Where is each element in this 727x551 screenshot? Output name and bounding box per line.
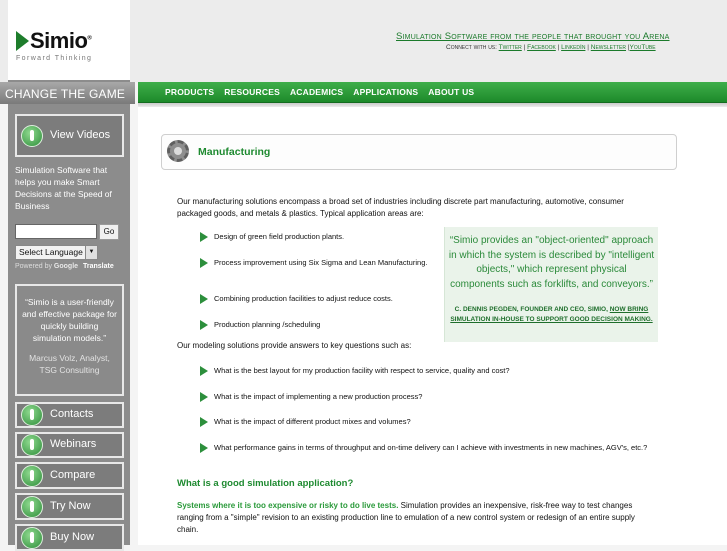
application-area-item: Production planning /scheduling xyxy=(214,319,434,330)
header-links xyxy=(396,31,670,51)
language-select-value: Select Language xyxy=(19,247,83,257)
callout-attribution xyxy=(448,305,655,325)
systems-lead: Systems where it is too expensive or risky to do live tests. xyxy=(177,501,399,510)
question-item: What is the impact of different product mixes and volumes? xyxy=(214,416,654,427)
contacts-icon xyxy=(21,404,43,426)
logo-tagline: Forward Thinking xyxy=(16,55,93,62)
buy-now-icon xyxy=(21,527,43,549)
chevron-down-icon: ▼ xyxy=(85,246,97,259)
application-area-item: Process improvement using Six Sigma and Lean Manufacturing. xyxy=(214,257,434,268)
powered-by-label: Powered by xyxy=(15,263,52,270)
try-now-label: Try Now xyxy=(50,499,91,512)
main-nav xyxy=(138,82,727,103)
compare-icon xyxy=(21,465,43,487)
play-icon xyxy=(21,125,43,147)
linkedin-link[interactable]: LinkedIn xyxy=(561,44,586,51)
go-button[interactable]: Go xyxy=(99,224,119,240)
view-videos-label: View Videos xyxy=(50,128,111,141)
try-now-icon xyxy=(21,496,43,518)
tagline-link[interactable]: Simulation Software from the people that brought you Arena xyxy=(396,31,670,42)
logo-arrow-icon xyxy=(16,31,29,51)
twitter-link[interactable]: Twitter xyxy=(498,44,522,51)
intro-paragraph: Our manufacturing solutions encompass a broad set of industries including discrete part manufacturing, automotive, consumer packaged goods, and metals & plastics. Typical application areas are: xyxy=(177,197,624,218)
newsletter-link[interactable]: Newsletter xyxy=(590,44,627,51)
nav-about-us[interactable]: ABOUT US xyxy=(428,87,475,97)
question-item: What is the impact of implementing a new production process? xyxy=(214,391,654,402)
question-item: What performance gains in terms of throughput and on-time delivery can I achieve with investments in new machines, AGV's, etc.? xyxy=(214,442,654,453)
youtube-link[interactable]: YouTube xyxy=(629,44,656,51)
nav-academics[interactable]: ACADEMICS xyxy=(289,87,344,97)
compare-label: Compare xyxy=(50,468,96,481)
language-select[interactable] xyxy=(15,245,98,260)
callout-author: C. DENNIS PEGDEN, FOUNDER AND CEO, SIMIO, xyxy=(454,306,608,313)
webinars-icon xyxy=(21,434,43,456)
testimonial-box xyxy=(15,284,124,396)
good-application-heading: What is a good simulation application? xyxy=(177,478,354,489)
buy-now-button[interactable] xyxy=(15,524,124,551)
systems-paragraph xyxy=(177,500,657,536)
modeling-intro: Our modeling solutions provide answers to key questions such as: xyxy=(177,341,412,350)
webinars-label: Webinars xyxy=(50,438,97,450)
application-area-item: Combining production facilities to adjust reduce costs. xyxy=(214,293,434,304)
connect-label: Connect with us: xyxy=(446,44,497,51)
change-the-game-banner: CHANGE THE GAME xyxy=(0,82,135,104)
application-area-item: Design of green field production plants. xyxy=(214,231,434,242)
testimonial-quote: “Simio is a user-friendly and effective package for quickly building simulation models.” xyxy=(22,297,117,343)
search-input[interactable] xyxy=(15,224,97,239)
buy-now-label: Buy Now xyxy=(50,530,95,543)
testimonial-attribution: Marcus Volz, Analyst, TSG Consulting xyxy=(29,353,110,375)
nav-products[interactable]: PRODUCTS xyxy=(165,87,215,97)
logo-name: Simio® xyxy=(30,28,92,53)
translate-link[interactable]: Translate xyxy=(83,263,114,270)
facebook-link[interactable]: Facebook xyxy=(527,44,556,51)
quote-callout xyxy=(444,227,658,342)
page-title: Manufacturing xyxy=(198,146,271,158)
site-logo[interactable] xyxy=(8,0,130,80)
try-now-button[interactable] xyxy=(15,493,124,520)
compare-button[interactable] xyxy=(15,462,124,489)
gear-icon xyxy=(167,140,189,162)
powered-by-google xyxy=(15,263,114,270)
callout-quote: “Simio provides an "object-oriented" approach in which the system is described by "intelligent objects," which represent physical components such as forklifts, and conveyors.” xyxy=(448,235,655,290)
systems-body: Simulation provides an inexpensive, risk-free way to test changes ranging from a "simple" revision to an existing production line to emulation of a new control system or redesign of an entire supply chain. xyxy=(177,501,635,534)
contacts-button[interactable] xyxy=(15,402,124,428)
question-item: What is the best layout for my production facility with respect to service, quality and cost? xyxy=(214,365,654,376)
nav-applications[interactable]: APPLICATIONS xyxy=(353,87,419,97)
view-videos-button[interactable] xyxy=(15,114,124,157)
google-logo: Google xyxy=(53,263,79,270)
nav-resources[interactable]: RESOURCES xyxy=(224,87,280,97)
sidebar-description: Simulation Software that helps you make Smart Decisions at the Speed of Business xyxy=(15,165,112,211)
contacts-label: Contacts xyxy=(50,408,94,420)
webinars-button[interactable] xyxy=(15,432,124,458)
callout-link[interactable]: NOW BRING SIMULATION IN-HOUSE TO SUPPORT GOOD DECISION MAKING. xyxy=(450,306,653,323)
connect-bar: Connect with us: Twitter | Facebook | LinkedIn | Newsletter |YouTube xyxy=(446,44,656,51)
